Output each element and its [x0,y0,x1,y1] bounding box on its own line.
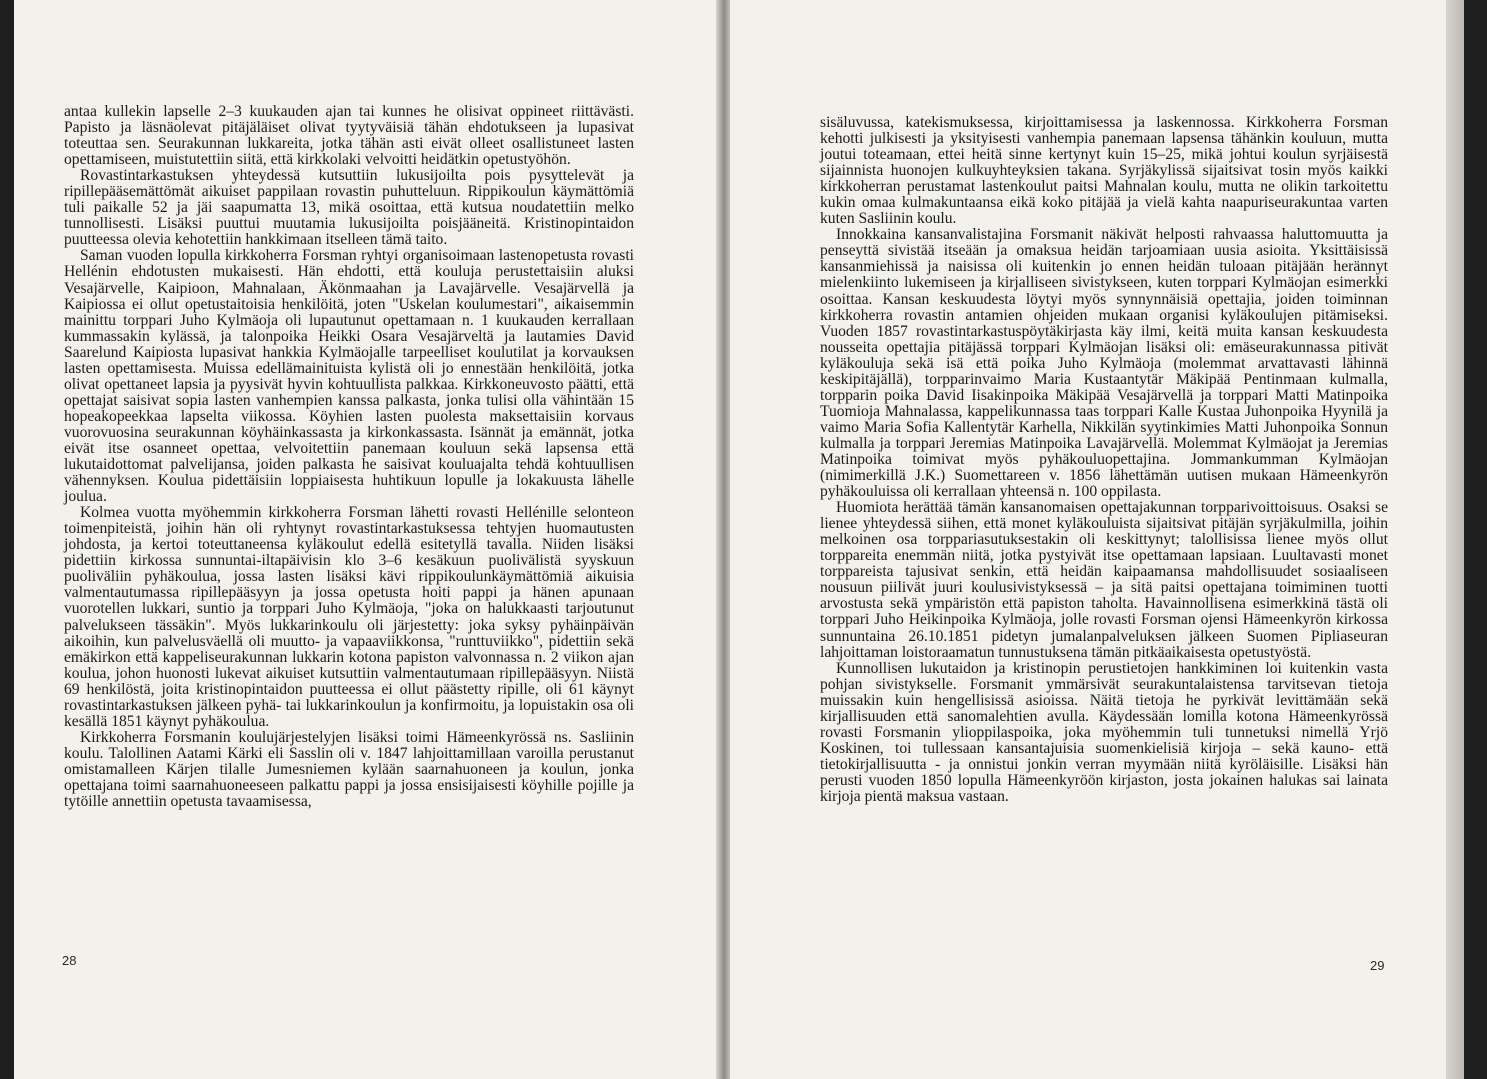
left-paragraph-2: Rovastintarkastuksen yhteydessä kutsuttiin lukusijoilta pois pysyttelevät ja ripillepääsemättömät aikuiset pappilaan rovastin puhutteluun. Rippikoulun käymättömiä tuli paikalle 52 ja jäi saapumatta 13, mikä osoittaa, että kutsua noudatettiin melko tunnollisesti. Lisäksi puuttui muutamia lukusijoilta poisjääneitä. Kristinopintaidon puutteessa olevia kehotettiin hankkimaan itselleen tämä taito. [64,167,634,249]
right-page [730,0,1446,1079]
right-paragraph-1: sisäluvussa, katekismuksessa, kirjoittamisessa ja laskennossa. Kirkkoherra Forsman kehotti julkisesti ja yksityisesti vanhempia panemaan lapsensa tähänkin kouluun, mutta joutui toteamaan, ettei heitä sinne kertynyt kuin 15–25, mikä johtui koulun syrjäisestä sijainnista huonojen kulkuyhteyksien takana. Syrjäkylissä sijaitsivat tosin myös kaikki kirkkoherran perustamat lastenkoulut paitsi Mahnalan koulu, mutta ne olikin tarkoitettu kukin omaa kulmakuntaansa eikä koko pitäjää ja vielä kahta naapuriseurakuntaa varten kuten Sasliinin koulu. [820,114,1388,228]
left-paragraph-4: Kolmea vuotta myöhemmin kirkkoherra Forsman lähetti rovasti Hellénille selonteon toimenpiteistä, joihin hän oli ryhtynyt rovastintarkastuksessa tehtyjen huomautusten johdosta, ja kertoi toteuttaneensa kyläkoulut edellä esitetyllä tavalla. Niiden lisäksi pidettiin kirkossa sunnuntai-iltapäivisin klo 3–6 kesäkuun puolivälistä syyskuun puoliväliin pyhäkoulua, jossa lasten lisäksi kävi rippikoulunkäymättömiä aikuisia valmentautumassa ripillepääsyyn ja jossa opetusta hoiti pappi ja hänen apunaan vuorotellen lukkari, suntio ja torppari Juho Kylmäoja, "joka on halukkaasti tarjoutunut palvelukseen tässäkin". Myös lukkarinkoulu oli järjestetty: joka syksy pyhäinpäivän aikoihin, kun palvelusväellä oli muutto- ja vapaaviikkonsa, "runttuviikko", pidettiin sekä emäkirkon että kappeliseurakunnan lukkarin kotona papiston valvonnassa n. 2 viikon ajan koulua, johon huonosti lukevat aikuiset kutsuttiin valmentautumaan ripillepääsyyn. Niistä 69 henkilöstä, joita kristinopintaidon puutteessa ei ollut päästetty ripille, oli 61 käynyt rovastintarkastuksen jälkeen pyhä- tai lukkarinkoulun ja konfirmoitu, ja lopuistakin osa oli kesällä 1851 käynyt pyhäkoulua. [64,504,634,730]
left-paragraph-3: Saman vuoden lopulla kirkkoherra Forsman ryhtyi organisoimaan lastenopetusta rovasti Hellénin ehdotusten mukaisesti. Hän ehdotti, että kouluja perustettaisiin aluksi Vesajärvelle, Kaipioon, Mahnalaan, Äkönmaahan ja Lavajärvelle. Vesajärvellä ja Kaipiossa ei ollut opetustaitoisia henkilöitä, joten "Uskelan koulumestari", aikaisemmin mainittu torppari Juho Kylmäoja oli lupautunut opettamaan n. 1 kuukauden kerrallaan kummassakin kylässä, ja talonpoika Heikki Osara Vesajärveltä ja lautamies David Saarelund Kaipiosta lupasivat hankkia Kylmäojalle tarpeelliset koulutilat ja korvauksen lasten opettamisesta. Muissa edellämainituista kylistä oli jo ennestään henkilöitä, jotka olivat opettaneet lapsia ja pyysivät hyvin kohtuullista palkkaa. Kirkkoneuvosto päätti, että opettajat saisivat sopia lasten vanhempien kanssa palkasta, jonka tulisi olla vähintään 15 hopeakopeekkaa lapselta viikossa. Köyhien lasten puolesta maksettaisiin korvaus vuorovuosina seurakunnan köyhäinkassasta ja kirkonkassasta. Isännät ja emännät, jotka eivät itse osanneet opettaa, velvoitettiin panemaan kouluun sekä lapsensa että lukutaidottomat palvelijansa, joiden palkasta he saisivat kouluajalta tehdä kohtuullisen vähennyksen. Koulua pidettäisiin loppiaisesta huhtikuun lopulle ja lokakuusta lähelle joulua. [64,247,634,506]
right-paragraph-2: Innokkaina kansanvalistajina Forsmanit näkivät helposti rahvaassa haluttomuutta ja penseyttä sivistää itseään ja omaksua heidän tarjoamiaan uusia asioita. Yksittäisissä kansanmiehissä ja naisissa oli kuitenkin jo ennen heidän tuloaan pitäjään herännyt mielenkiinto lukemiseen ja kirjalliseen sivistykseen, kuten torppari Kylmäojan esimerkki osoittaa. Kansan keskuudesta löytyi myös synnynnäisiä opettajia, joiden toiminnan kirkkoherra rovastin antamien ohjeiden mukaan organisi kyläkoulujen pitämiseksi. Vuoden 1857 rovastintarkastuspöytäkirjasta käy ilmi, keitä muita kansan keskuudesta nousseita opettajia pitäjässä torppari Kylmäojan lisäksi oli: emäseurakunnassa pitivät kyläkouluja sekä isä että poika Juho Kylmäoja (molemmat arvattavasti lähinnä keskipitäjällä), torpparinvaimo Maria Kustaantytär Mäkipää Pentinmaan kulmalla, torpparin poika David Iisakinpoika Mäkipää Vesajärvellä ja torppari Matti Matinpoika Tuomioja Mahnalassa, kappelikunnassa taas torppari Kalle Kustaa Juhonpoika Hyynilä ja vaimo Maria Sofia Kallentytär Karhella, Nikkilän syytinkimies Matti Juhonpoika Sonnun kulmalla ja torppari Jeremias Matinpoika Lavajärvellä. Molemmat Kylmäojat ja Jeremias Matinpoika toimivat myös pyhäkouluopettajina. Jommankumman Kylmäojan (nimimerkillä J.K.) Suomettareen v. 1856 lähettämän uutisen mukaan Hämeenkyrön pyhäkouluissa oli kerrallaan yhteensä n. 100 oppilasta. [820,226,1388,501]
right-paragraph-3: Huomiota herättää tämän kansanomaisen opettajakunnan torpparivoittoisuus. Osaksi se lienee yhteydessä siihen, että monet kyläkouluista sijaitsivat pitäjän syrjäkulmilla, joihin melkoinen osa torppariasutuksestakin oli keskittynyt; talollisissa lienee myös ollut torppareita enemmän niitä, jotka pystyivät itse opettamaan lapsiaan. Luultavasti monet torppareista tajusivat senkin, että heidän kaipaamansa mahdollisuudet sosiaaliseen nousuun piilivät juuri koulusivistyksessä – ja sitä paitsi opettajana toimiminen tuotti arvostusta sekä ympäristön että papiston taholta. Havainnollisena esimerkkinä tästä oli torppari Juho Heikinpoika Kylmäoja, jolle rovasti Forsman ojensi Hämeenkyrön kirkossa sunnuntaina 26.10.1851 pidetyn jumalanpalveluksen jälkeen Suomen Pipliaseuran lahjoittaman loistoraamatun tunnustuksena tämän pitkäaikaisesta opetustyöstä. [820,499,1388,661]
right-page-number: 29 [1370,958,1385,973]
right-paragraph-4: Kunnollisen lukutaidon ja kristinopin perustietojen hankkiminen loi kuitenkin vasta pohjan sivistykselle. Forsmanit ymmärsivät seurakuntalaistensa tarvitsevan tietoja muissakin kuin hengellisissä asioissa. Näitä tietoja he pyrkivät levittämään sekä kirjallisuuden että sanomalehtien avulla. Käydessään lomilla kotona Hämeenkyrössä rovasti Forsmanin ylioppilaspoika, joka myöhemmin tuli tunnetuksi nimellä Yrjö Koskinen, toi tullessaan kansantajuisia suomenkielisiä kirjoja – sekä kauno- että tietokirjallisuutta - ja onnistui jonkin verran myymään niitä kyröläisille. Lisäksi hän perusti vuoden 1850 lopulla Hämeenkyröön kirjaston, josta jokainen halukas sai lainata kirjoja pientä maksua vastaan. [820,659,1388,805]
left-paragraph-1: antaa kullekin lapselle 2–3 kuukauden ajan tai kunnes he olisivat oppineet riittävästi. Papisto ja läsnäolevat pitäjäläiset olivat tyytyväisiä tähän ehdotukseen ja lupasivat toteuttaa sen. Seurakunnan lukkareita, jotka tähän asti eivät olleet osallistuneet lasten opettamiseen, muistutettiin siitä, että kirkkolaki velvoitti heidätkin opetustyöhön. [64,103,634,169]
left-paragraph-5: Kirkkoherra Forsmanin koulujärjestelyjen lisäksi toimi Hämeenkyrössä ns. Sasliinin koulu. Talollinen Aatami Kärki eli Sasslin oli v. 1847 lahjoittamillaan varoilla perustanut omistamalleen Kärjen tilalle Jumesniemen kylään saarnahuoneen ja koulun, jonka opettajana toimi saarnahuoneeseen palkattu pappi ja jossa ensisijaisesti köyhille pojille ja tytöille annettiin opetusta tavaamisessa, [64,728,634,811]
page-edge [1446,0,1464,1079]
right-page-text-column [820,115,1388,805]
left-page [14,0,718,1079]
left-page-number: 28 [62,953,77,968]
left-page-text-column [64,104,634,810]
